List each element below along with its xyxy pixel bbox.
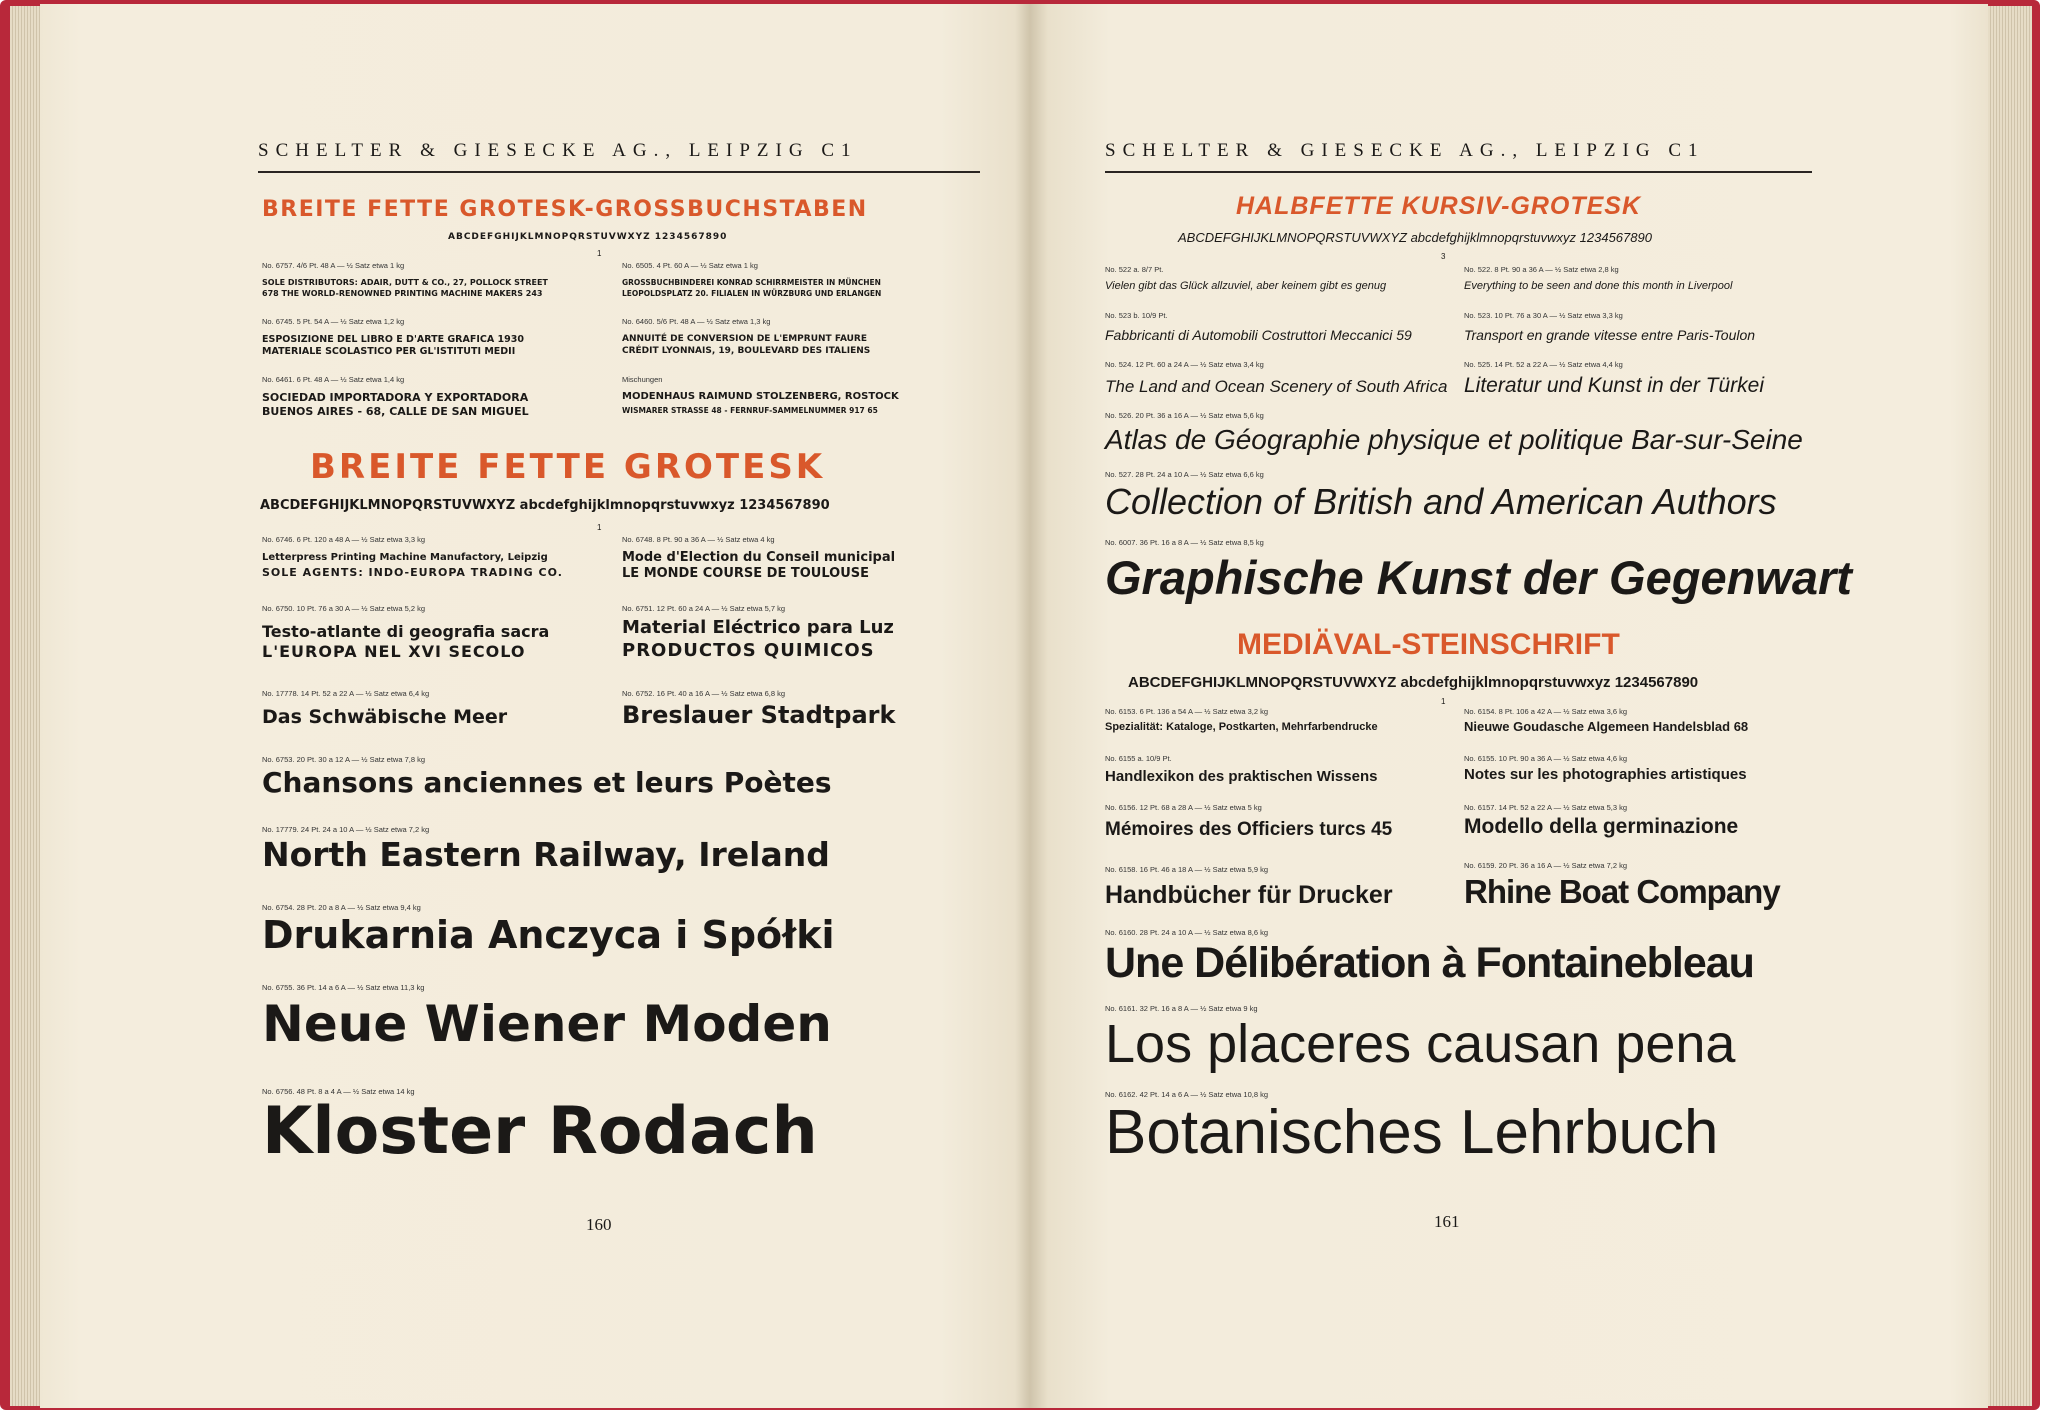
sample-spec: No. 6756. 48 Pt. 8 a 4 A — ½ Satz etwa 14 kg <box>262 1087 415 1096</box>
sample-line: LE MONDE COURSE DE TOULOUSE <box>622 566 870 581</box>
alphabet-line: ABCDEFGHIJKLMNOPQRSTUVWXYZ abcdefghijklmnopqrstuvwxyz 1234567890 <box>1128 674 1699 691</box>
sample-spec: No. 6161. 32 Pt. 16 a 8 A — ½ Satz etwa 9 kg <box>1105 1004 1258 1013</box>
page-number: 160 <box>586 1215 612 1234</box>
section-title: MEDIÄVAL-STEINSCHRIFT <box>1237 628 1620 661</box>
sample-line: L'EUROPA NEL XVI SECOLO <box>262 642 526 661</box>
sample-line: The Land and Ocean Scenery of South Africa <box>1105 377 1448 396</box>
sample-line: Handbücher für Drucker <box>1105 881 1393 909</box>
sample-spec: No. 523. 10 Pt. 76 a 30 A — ½ Satz etwa 3,3 kg <box>1464 311 1623 320</box>
sample-line: Notes sur les photographies artistiques <box>1464 766 1747 783</box>
sample-spec: No. 6757. 4/6 Pt. 48 A — ½ Satz etwa 1 kg <box>262 261 405 270</box>
sample-line: Fabbricanti di Automobili Costruttori Meccanici 59 <box>1105 327 1412 343</box>
head-rule <box>258 171 980 173</box>
sample-spec: No. 6154. 8 Pt. 106 a 42 A — ½ Satz etwa 3,6 kg <box>1464 707 1628 716</box>
sample-line: GROSSBUCHBINDEREI KONRAD SCHIRRMEISTER IN MÜNCHEN <box>622 278 881 287</box>
sample-line: SOLE AGENTS: INDO-EUROPA TRADING CO. <box>262 566 563 579</box>
running-head: SCHELTER & GIESECKE AG., LEIPZIG C1 <box>1105 140 1705 161</box>
sample-spec: No. 6752. 16 Pt. 40 a 16 A — ½ Satz etwa 6,8 kg <box>622 689 786 698</box>
head-rule <box>1105 171 1812 173</box>
marker: 1 <box>1441 697 1446 706</box>
sample-spec: No. 6746. 6 Pt. 120 a 48 A — ½ Satz etwa 3,3 kg <box>262 535 426 544</box>
sample-line: Nieuwe Goudasche Algemeen Handelsblad 68 <box>1464 719 1749 734</box>
sample-spec: No. 6159. 20 Pt. 36 a 16 A — ½ Satz etwa 7,2 kg <box>1464 861 1628 870</box>
sample-line: Atlas de Géographie physique et politique Bar-sur-Seine <box>1105 424 1803 455</box>
sample-line: Breslauer Stadtpark <box>622 701 896 729</box>
alphabet-line: ABCDEFGHIJKLMNOPQRSTUVWXYZ abcdefghijklmnopqrstuvwxyz 1234567890 <box>260 498 830 513</box>
sample-spec: No. 17779. 24 Pt. 24 a 10 A — ½ Satz etwa 7,2 kg <box>262 825 430 834</box>
section-title: BREITE FETTE GROTESK-GROSSBUCHSTABEN <box>262 197 868 222</box>
sample-spec: No. 6753. 20 Pt. 30 a 12 A — ½ Satz etwa 7,8 kg <box>262 755 426 764</box>
page-number: 161 <box>1434 1212 1460 1231</box>
sample-line: WISMARER STRASSE 48 - FERNRUF-SAMMELNUMMER 917 65 <box>622 406 878 415</box>
sample-line: Kloster Rodach <box>262 1094 818 1169</box>
sample-line: SOCIEDAD IMPORTADORA Y EXPORTADORA <box>262 391 529 404</box>
sample-spec: No. 6748. 8 Pt. 90 a 36 A — ½ Satz etwa 4 kg <box>622 535 775 544</box>
sample-line: Mémoires des Officiers turcs 45 <box>1105 819 1393 840</box>
sample-line: Handlexikon des praktischen Wissens <box>1105 768 1378 785</box>
sample-spec: No. 6745. 5 Pt. 54 A — ½ Satz etwa 1,2 kg <box>262 317 405 326</box>
sample-spec: No. 6157. 14 Pt. 52 a 22 A — ½ Satz etwa 5,3 kg <box>1464 803 1628 812</box>
sample-line: Chansons anciennes et leurs Poètes <box>262 766 832 799</box>
sample-spec: No. 6755. 36 Pt. 14 a 6 A — ½ Satz etwa 11,3 kg <box>262 983 425 992</box>
sample-spec: No. 525. 14 Pt. 52 a 22 A — ½ Satz etwa 4,4 kg <box>1464 360 1623 369</box>
section-title: BREITE FETTE GROTESK <box>310 447 826 487</box>
sample-line: Botanisches Lehrbuch <box>1105 1098 1719 1167</box>
sample-line: BUENOS AIRES - 68, CALLE DE SAN MIGUEL <box>262 405 529 418</box>
sample-line: MATERIALE SCOLASTICO PER GL'ISTITUTI MEDII <box>262 346 516 357</box>
sample-line: Material Eléctrico para Luz <box>622 617 894 638</box>
sample-line: Literatur und Kunst in der Türkei <box>1464 374 1764 397</box>
sample-line: LEOPOLDSPLATZ 20. FILIALEN IN WÜRZBURG UND ERLANGEN <box>622 289 882 298</box>
sample-line: Drukarnia Anczyca i Spółki <box>262 913 835 957</box>
sample-spec: No. 523 b. 10/9 Pt. <box>1105 311 1168 320</box>
sample-spec: No. 6156. 12 Pt. 68 a 28 A — ½ Satz etwa 5 kg <box>1105 803 1262 812</box>
marker: 1 <box>597 523 602 532</box>
sample-spec: No. 6153. 6 Pt. 136 a 54 A — ½ Satz etwa 3,2 kg <box>1105 707 1269 716</box>
left-page <box>40 4 1030 1408</box>
sample-line: 678 THE WORLD-RENOWNED PRINTING MACHINE MAKERS 243 <box>262 289 543 298</box>
right-page <box>1030 4 1988 1408</box>
sample-spec: Mischungen <box>622 375 663 384</box>
section-title: HALBFETTE KURSIV-GROTESK <box>1236 192 1642 220</box>
sample-spec: No. 524. 12 Pt. 60 a 24 A — ½ Satz etwa 3,4 kg <box>1105 360 1264 369</box>
sample-line: Everything to be seen and done this month in Liverpool <box>1464 280 1733 292</box>
sample-line: Das Schwäbische Meer <box>262 706 508 728</box>
sample-line: Vielen gibt das Glück allzuviel, aber keinem gibt es genug <box>1105 280 1387 292</box>
sample-line: North Eastern Railway, Ireland <box>262 835 830 874</box>
sample-spec: No. 522 a. 8/7 Pt. <box>1105 265 1164 274</box>
sample-spec: No. 6754. 28 Pt. 20 a 8 A — ½ Satz etwa 9,4 kg <box>262 903 421 912</box>
sample-line: Los placeres causan pena <box>1105 1014 1736 1074</box>
sample-line: Neue Wiener Moden <box>262 995 832 1053</box>
sample-spec: No. 6461. 6 Pt. 48 A — ½ Satz etwa 1,4 kg <box>262 375 405 384</box>
sample-line: ESPOSIZIONE DEL LIBRO E D'ARTE GRAFICA 1930 <box>262 334 524 345</box>
sample-spec: No. 6750. 10 Pt. 76 a 30 A — ½ Satz etwa 5,2 kg <box>262 604 426 613</box>
sample-line: MODENHAUS RAIMUND STOLZENBERG, ROSTOCK <box>622 391 899 402</box>
page-edges-right <box>1982 6 2032 1406</box>
sample-spec: No. 6505. 4 Pt. 60 A — ½ Satz etwa 1 kg <box>622 261 758 270</box>
marker: 3 <box>1441 252 1446 261</box>
sample-spec: No. 526. 20 Pt. 36 a 16 A — ½ Satz etwa 5,6 kg <box>1105 411 1264 420</box>
sample-line: Une Délibération à Fontainebleau <box>1105 939 1754 987</box>
sample-line: PRODUCTOS QUIMICOS <box>622 640 875 661</box>
sample-spec: No. 6007. 36 Pt. 16 a 8 A — ½ Satz etwa 8,5 kg <box>1105 538 1264 547</box>
sample-spec: No. 527. 28 Pt. 24 a 10 A — ½ Satz etwa 6,6 kg <box>1105 470 1264 479</box>
sample-spec: No. 6751. 12 Pt. 60 a 24 A — ½ Satz etwa 5,7 kg <box>622 604 786 613</box>
running-head: SCHELTER & GIESECKE AG., LEIPZIG C1 <box>258 140 858 161</box>
sample-line: Collection of British and American Authors <box>1105 481 1777 522</box>
sample-line: ANNUITÉ DE CONVERSION DE L'EMPRUNT FAURE <box>622 334 868 344</box>
sample-line: Mode d'Election du Conseil municipal <box>622 550 896 565</box>
alphabet-line: ABCDEFGHIJKLMNOPQRSTUVWXYZ 1234567890 <box>448 232 728 242</box>
sample-line: Transport en grande vitesse entre Paris-Toulon <box>1464 327 1756 343</box>
marker: 1 <box>597 249 602 258</box>
sample-line: Graphische Kunst der Gegenwart <box>1105 551 1852 604</box>
sample-line: Rhine Boat Company <box>1464 873 1780 910</box>
sample-line: Letterpress Printing Machine Manufactory, Leipzig <box>262 552 548 563</box>
sample-spec: No. 6160. 28 Pt. 24 a 10 A — ½ Satz etwa 8,6 kg <box>1105 928 1269 937</box>
sample-spec: No. 6162. 42 Pt. 14 a 6 A — ½ Satz etwa 10,8 kg <box>1105 1090 1269 1099</box>
sample-line: SOLE DISTRIBUTORS: ADAIR, DUTT & CO., 27, POLLOCK STREET <box>262 278 548 287</box>
sample-spec: No. 17778. 14 Pt. 52 a 22 A — ½ Satz etwa 6,4 kg <box>262 689 430 698</box>
sample-spec: No. 6155. 10 Pt. 90 a 36 A — ½ Satz etwa 4,6 kg <box>1464 754 1628 763</box>
alphabet-line: ABCDEFGHIJKLMNOPQRSTUVWXYZ abcdefghijklmnopqrstuvwxyz 1234567890 <box>1178 230 1652 245</box>
sample-line: CRÉDIT LYONNAIS, 19, BOULEVARD DES ITALIENS <box>622 346 871 356</box>
sample-spec: No. 6155 a. 10/9 Pt. <box>1105 754 1172 763</box>
sample-spec: No. 522. 8 Pt. 90 a 36 A — ½ Satz etwa 2,8 kg <box>1464 265 1619 274</box>
sample-spec: No. 6460. 5/6 Pt. 48 A — ½ Satz etwa 1,3 kg <box>622 317 771 326</box>
sample-line: Spezialität: Kataloge, Postkarten, Mehrfarbendrucke <box>1105 721 1378 733</box>
sample-spec: No. 6158. 16 Pt. 46 a 18 A — ½ Satz etwa 5,9 kg <box>1105 865 1269 874</box>
sample-line: Testo-atlante di geografia sacra <box>262 622 550 641</box>
sample-line: Modello della germinazione <box>1464 815 1739 838</box>
